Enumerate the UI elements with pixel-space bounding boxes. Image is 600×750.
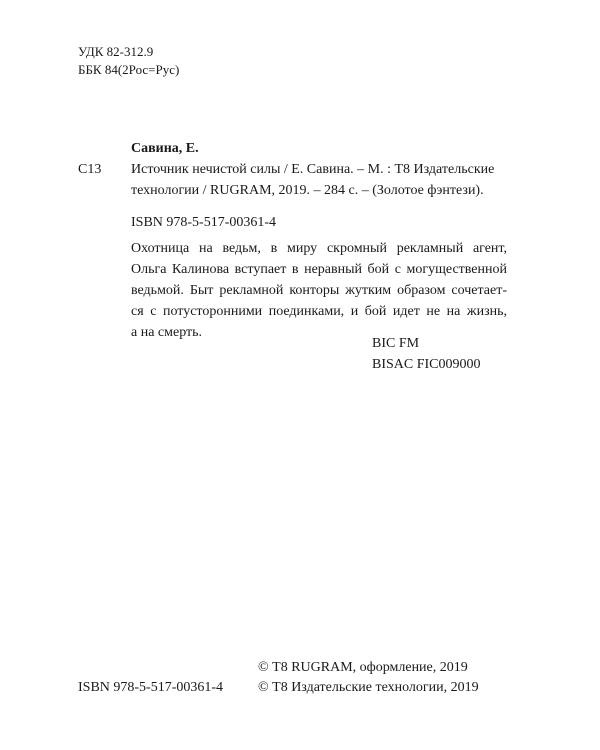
annotation-line: Ольга Калинова вступает в неравный бой с могущественной (131, 262, 507, 277)
isbn-footer: ISBN 978-5-517-00361-4 (78, 680, 224, 695)
annotation-line: ся с потусторонними поединками, и бой идет не на жизнь, (131, 304, 507, 319)
annotation-line: а на смерть. (131, 325, 203, 340)
annotation-paragraph (131, 238, 507, 343)
udk-code: УДК 82-312.9 (78, 44, 154, 59)
classification-block (78, 43, 179, 79)
annotation-line: Охотница на ведьм, в миру скромный рекламный агент, (131, 241, 507, 256)
copyright-block (258, 658, 479, 698)
annotation-line: ведьмой. Быт рекламной конторы жутким образом сочетает- (131, 283, 507, 298)
subject-codes (372, 333, 481, 375)
copyright-line: © Т8 Издательские технологии, 2019 (258, 680, 479, 695)
bbk-code: ББК 84(2Рос=Рус) (78, 62, 180, 77)
description-line: Источник нечистой силы / Е. Савина. – М. : Т8 Издательские (131, 162, 495, 177)
bibliographic-description (131, 159, 511, 201)
author-name: Савина, Е. (131, 141, 199, 156)
copyright-line: © Т8 RUGRAM, оформление, 2019 (258, 660, 468, 675)
isbn-main: ISBN 978-5-517-00361-4 (131, 215, 277, 230)
description-line: технологии / RUGRAM, 2019. – 284 с. – (Золотое фэнтези). (131, 183, 484, 198)
bisac-code: BISAC FIC009000 (372, 357, 481, 372)
bic-code: BIC FM (372, 336, 420, 351)
author-mark: С13 (78, 162, 102, 177)
